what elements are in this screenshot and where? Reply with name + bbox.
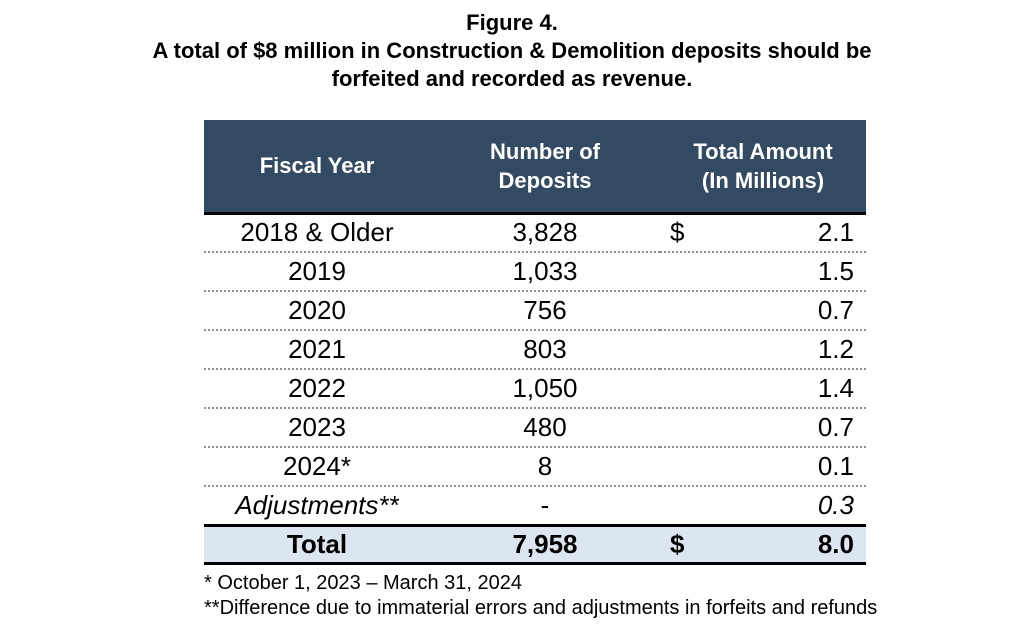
figure-heading-line-1: A total of $8 million in Construction & Demolition deposits should be xyxy=(152,38,872,63)
column-header-number-of-deposits: Number of Deposits xyxy=(430,120,660,213)
deposits-cell: 803 xyxy=(430,330,660,369)
deposits-table xyxy=(204,120,866,565)
fiscal-year-cell: 2019 xyxy=(204,252,430,291)
row-2019 xyxy=(204,252,866,291)
amount-cell xyxy=(660,408,866,447)
amount-cell xyxy=(660,369,866,408)
fiscal-year-cell: 2020 xyxy=(204,291,430,330)
amount-value: 0.7 xyxy=(817,412,854,442)
deposits-cell: 756 xyxy=(430,291,660,330)
amount-value: 1.4 xyxy=(817,373,854,403)
deposits-cell: 7,958 xyxy=(430,525,660,563)
fiscal-year-cell: 2023 xyxy=(204,408,430,447)
deposits-cell: 480 xyxy=(430,408,660,447)
fiscal-year-cell: Adjustments** xyxy=(204,486,430,525)
amount-cell xyxy=(660,525,866,563)
row-adjustments xyxy=(204,486,866,525)
amount-value: 8.0 xyxy=(817,528,854,559)
amount-value: 1.2 xyxy=(817,334,854,364)
amount-cell xyxy=(660,330,866,369)
deposits-cell: 1,033 xyxy=(430,252,660,291)
row-2023 xyxy=(204,408,866,447)
amount-cell xyxy=(660,291,866,330)
row-2024 xyxy=(204,447,866,486)
amount-cell xyxy=(660,252,866,291)
figure-title-block xyxy=(0,0,1024,93)
fiscal-year-cell: 2021 xyxy=(204,330,430,369)
row-total xyxy=(204,525,866,563)
currency-symbol: $ xyxy=(670,217,685,248)
fiscal-year-cell: Total xyxy=(204,525,430,563)
deposits-cell: 8 xyxy=(430,447,660,486)
row-2018-and-older xyxy=(204,213,866,252)
row-2020 xyxy=(204,291,866,330)
footnotes-block xyxy=(204,571,1024,621)
amount-cell xyxy=(660,486,866,525)
figure-heading-line-2: forfeited and recorded as revenue. xyxy=(331,66,693,91)
amount-value: 1.5 xyxy=(817,256,854,286)
figure-label: Figure 4. xyxy=(466,10,558,35)
fiscal-year-cell: 2024* xyxy=(204,447,430,486)
table-header-row xyxy=(204,120,866,213)
fiscal-year-cell: 2018 & Older xyxy=(204,213,430,252)
footnote-double-asterisk: **Difference due to immaterial errors and adjustments in forfeits and refunds xyxy=(204,596,878,619)
amount-value: 0.7 xyxy=(817,295,854,325)
amount-value: 0.1 xyxy=(817,451,854,481)
deposits-cell: 3,828 xyxy=(430,213,660,252)
column-header-fiscal-year-label: Fiscal Year xyxy=(259,153,375,179)
deposits-cell: - xyxy=(430,486,660,525)
amount-value: 2.1 xyxy=(817,217,854,248)
column-header-fiscal-year xyxy=(204,120,430,213)
amount-cell xyxy=(660,447,866,486)
footnote-asterisk: * October 1, 2023 – March 31, 2024 xyxy=(204,571,522,594)
deposits-cell: 1,050 xyxy=(430,369,660,408)
column-header-total-amount: Total Amount (In Millions) xyxy=(660,120,866,213)
row-2022 xyxy=(204,369,866,408)
fiscal-year-cell: 2022 xyxy=(204,369,430,408)
row-2021 xyxy=(204,330,866,369)
amount-value: 0.3 xyxy=(817,489,854,520)
currency-symbol: $ xyxy=(670,528,685,559)
amount-cell xyxy=(660,213,866,252)
